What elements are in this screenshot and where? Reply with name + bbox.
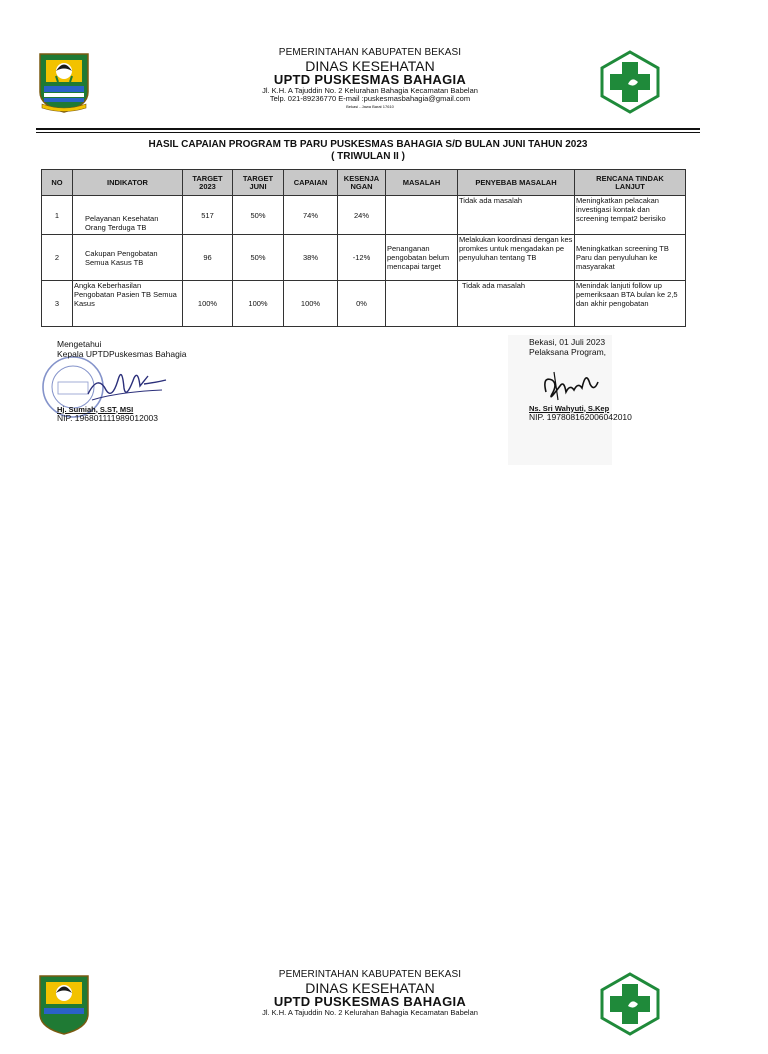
cell-masalah xyxy=(386,196,458,235)
cell-indikator: Cakupan Pengobatan Semua Kasus TB xyxy=(73,235,183,281)
cell-target-juni: 50% xyxy=(233,235,284,281)
cell-no: 3 xyxy=(42,281,73,327)
cell-capaian: 38% xyxy=(284,235,338,281)
signature-right-nip: NIP. 197808162006042010 xyxy=(529,412,632,423)
header-target-juni: TARGET JUNI xyxy=(233,170,284,196)
signature-left-line1: Mengetahui xyxy=(57,339,102,349)
table-row xyxy=(42,281,686,327)
cell-rencana: Menindak lanjuti follow up pemeriksaan BTA bulan ke 2,5 dan akhir pengobatan xyxy=(575,281,686,327)
signature-left-nip: NIP. 196801111989012003 xyxy=(57,413,158,424)
letterhead-dinas: DINAS KESEHATAN xyxy=(305,979,435,996)
signature-right-line1: Bekasi, 01 Juli 2023 xyxy=(529,337,606,347)
cell-target: 100% xyxy=(183,281,233,327)
tb-program-table xyxy=(41,169,686,327)
cell-target-juni: 100% xyxy=(233,281,284,327)
signature-right xyxy=(529,338,729,423)
table-row xyxy=(42,196,686,235)
cell-capaian: 100% xyxy=(284,281,338,327)
signature-right-name: Ns. Sri Wahyuti, S.Kep xyxy=(529,403,610,413)
letterhead-government: PEMERINTAHAN KABUPATEN BEKASI xyxy=(278,969,462,980)
header-rule-thick xyxy=(36,128,700,130)
cell-target: 517 xyxy=(183,196,233,235)
signature-left xyxy=(57,340,297,424)
header-rencana: RENCANA TINDAK LANJUT xyxy=(575,170,686,196)
letterhead-government: PEMERINTAHAN KABUPATEN BEKASI xyxy=(278,47,462,58)
header-penyebab: PENYEBAB MASALAH xyxy=(458,170,575,196)
cell-rencana: Meningkatkan screening TB Paru dan penyuluhan ke masyarakat xyxy=(575,235,686,281)
cell-kesenjangan: 0% xyxy=(338,281,386,327)
cell-capaian: 74% xyxy=(284,196,338,235)
puskesmas-logo-icon xyxy=(598,50,662,114)
kabupaten-bekasi-emblem-icon xyxy=(36,52,92,114)
cell-rencana: Meningkatkan pelacakan investigasi kontak dan screening tempat2 berisiko xyxy=(575,196,686,235)
letterhead-address: Jl. K.H. A Tajuddin No. 2 Kelurahan Bahagia Kecamatan Babelan xyxy=(262,1007,478,1017)
document-title xyxy=(36,139,700,163)
letterhead-page-2 xyxy=(0,968,768,1054)
cell-penyebab: Melakukan koordinasi dengan kes promkes untuk mengadakan pe penyuluhan tentang TB xyxy=(458,235,575,281)
header-masalah: MASALAH xyxy=(386,170,458,196)
cell-penyebab: Tidak ada masalah xyxy=(458,281,575,327)
table-row xyxy=(42,235,686,281)
cell-target: 96 xyxy=(183,235,233,281)
cell-kesenjangan: -12% xyxy=(338,235,386,281)
cell-indikator: Pelayanan Kesehatan Orang Terduga TB xyxy=(73,196,183,235)
letterhead-uptd: UPTD PUSKESMAS BAHAGIA xyxy=(273,72,467,88)
letterhead xyxy=(0,46,768,132)
header-no: NO xyxy=(42,170,73,196)
header-capaian: CAPAIAN xyxy=(284,170,338,196)
header-kesenjangan: KESENJA NGAN xyxy=(338,170,386,196)
signature-left-name: Hj. Sumiah, S.ST, MSI xyxy=(57,404,134,414)
signature-left-line2: Kepala UPTDPuskesmas Bahagia xyxy=(57,348,187,359)
header-indikator: INDIKATOR xyxy=(73,170,183,196)
letterhead-address: Jl. K.H. A Tajuddin No. 2 Kelurahan Bahagia Kecamatan Babelan xyxy=(262,85,478,95)
cell-target-juni: 50% xyxy=(233,196,284,235)
cell-masalah xyxy=(386,281,458,327)
cell-masalah: Penanganan pengobatan belum mencapai target xyxy=(386,235,458,281)
cell-kesenjangan: 24% xyxy=(338,196,386,235)
kabupaten-bekasi-emblem-icon xyxy=(36,974,92,1036)
puskesmas-logo-icon xyxy=(598,972,662,1036)
header-target: TARGET 2023 xyxy=(183,170,233,196)
signature-right-line2: Pelaksana Program, xyxy=(529,346,607,357)
cell-penyebab: Tidak ada masalah xyxy=(458,196,575,235)
letterhead-city: Bekasi - Jawa Barat 17610 xyxy=(346,103,394,109)
letterhead-dinas: DINAS KESEHATAN xyxy=(305,57,435,74)
letterhead-telp: Telp. 021-89236770 E-mail :puskesmasbahagia@gmail.com xyxy=(269,93,471,103)
document-title-line2: ( TRIWULAN II ) xyxy=(331,151,405,162)
header-rule-thin xyxy=(36,132,700,133)
cell-no: 1 xyxy=(42,196,73,235)
document-title-line1: HASIL CAPAIAN PROGRAM TB PARU PUSKESMAS BAHAGIA S/D BULAN JUNI TAHUN 2023 xyxy=(148,139,588,150)
cell-no: 2 xyxy=(42,235,73,281)
table-header-row xyxy=(42,170,686,196)
letterhead-uptd: UPTD PUSKESMAS BAHAGIA xyxy=(273,994,467,1010)
cell-indikator: Angka Keberhasilan Pengobatan Pasien TB Semua Kasus xyxy=(73,281,183,327)
